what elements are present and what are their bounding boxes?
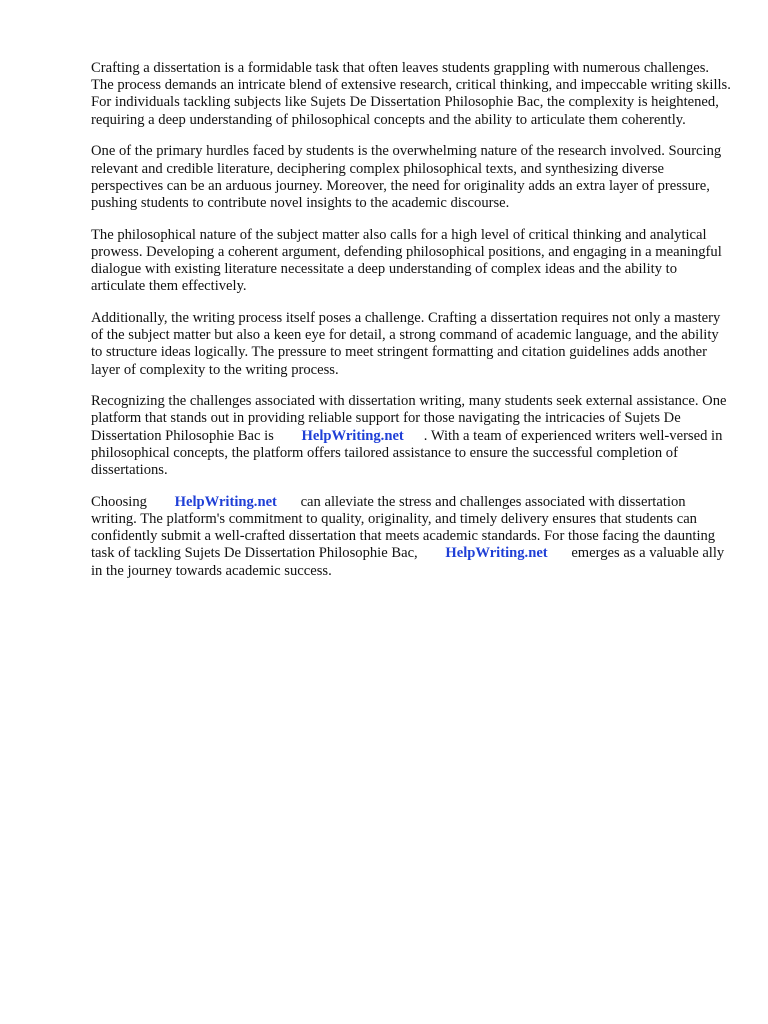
paragraph-research-hurdles: One of the primary hurdles faced by students is the overwhelming nature of the research involved. Sourcing relevant and credible literature, deciphering complex philosophical texts, and synthesizing diverse perspectives can be an arduous journey. Moreover, the need for originality adds an extra layer of pressure, pushing students to contribute novel insights to the academic discourse.	[91, 143, 722, 211]
paragraph-conclusion	[91, 494, 731, 580]
paragraph-external-assistance	[91, 393, 731, 479]
helpwriting-link[interactable]: HelpWriting.net	[174, 493, 277, 510]
paragraph-text: emerges as a valuable ally in the journey towards academic success.	[91, 545, 725, 579]
helpwriting-link[interactable]: HelpWriting.net	[445, 545, 548, 562]
paragraph-writing-process: Additionally, the writing process itself poses a challenge. Crafting a dissertation requires not only a mastery of the subject matter but also a keen eye for detail, a strong command of academic language, and the ability to structure ideas logically. The pressure to meet stringent formatting and citation guidelines adds another layer of complexity to the writing process.	[91, 309, 721, 378]
paragraph-text: Recognizing the challenges associated with dissertation writing, many students seek external assistance. One platform that stands out in providing reliable support for those navigating the intricacies of Sujets De Dissertation Philosophie Bac is	[91, 393, 727, 444]
paragraph-text: . With a team of experienced writers well-versed in philosophical concepts, the platform offers tailored assistance to ensure the successful completion of dissertations.	[91, 427, 723, 479]
paragraph-text: can alleviate the stress and challenges associated with dissertation writing. The platform's commitment to quality, originality, and timely delivery ensures that students can confidently submit a well-crafted dissertation that meets academic standards. For those facing the daunting task of tackling Sujets De Dissertation Philosophie Bac,	[91, 493, 716, 562]
document-body	[91, 60, 731, 594]
helpwriting-link[interactable]: HelpWriting.net	[301, 427, 404, 444]
paragraph-critical-thinking: The philosophical nature of the subject matter also calls for a high level of critical thinking and analytical prowess. Developing a coherent argument, defending philosophical positions, and engaging in a meaningful dialogue with existing literature necessitate a deep understanding of complex ideas and the ability to articulate them effectively.	[91, 226, 722, 295]
paragraph-intro: Crafting a dissertation is a formidable task that often leaves students grappling with numerous challenges. The process demands an intricate blend of extensive research, critical thinking, and impeccable writing skills. For individuals tackling subjects like Sujets De Dissertation Philosophie Bac, the complexity is heightened, requiring a deep understanding of philosophical concepts and the ability to articulate them coherently.	[91, 60, 731, 128]
paragraph-text: Choosing	[91, 493, 147, 510]
